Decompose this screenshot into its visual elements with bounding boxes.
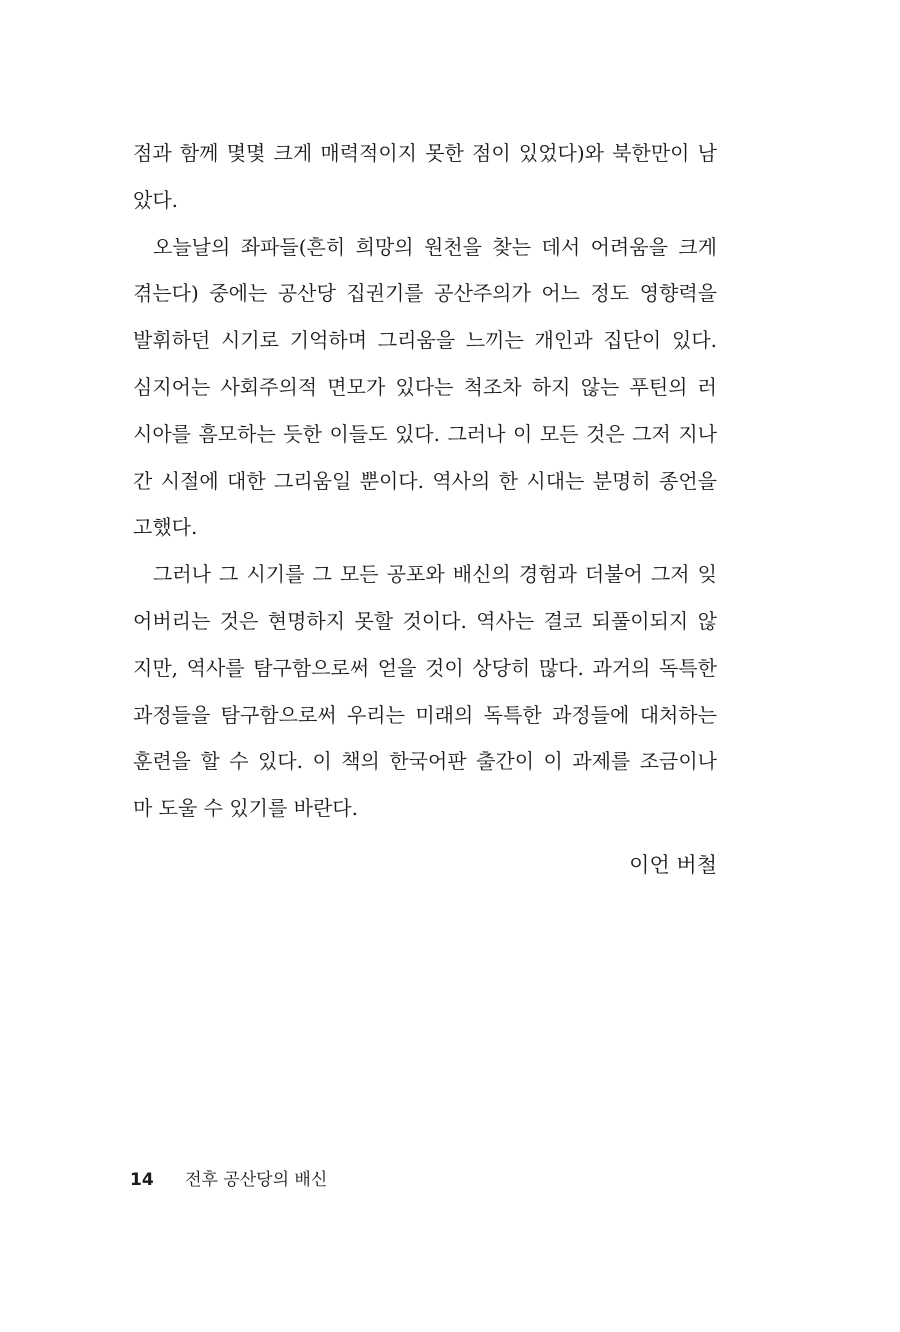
text-line: 심지어는 사회주의적 면모가 있다는 척조차 하지 않는 푸틴의 러 (133, 374, 717, 399)
text-line: 그러나 그 시기를 그 모든 공포와 배신의 경험과 더불어 그저 잊 (153, 562, 717, 587)
page-number: 14 (130, 1170, 154, 1190)
text-line: 과정들을 탐구함으로써 우리는 미래의 독특한 과정들에 대처하는 (133, 702, 717, 727)
text-line: 점과 함께 몇몇 크게 매력적이지 못한 점이 있었다)와 북한만이 남 (133, 141, 717, 165)
text-line: 고했다. (133, 515, 198, 540)
body-text (133, 130, 717, 832)
text-line: 시아를 흠모하는 듯한 이들도 있다. 그러나 이 모든 것은 그저 지나 (133, 421, 717, 446)
text-line: 훈련을 할 수 있다. 이 책의 한국어판 출간이 이 과제를 조금이나 (133, 749, 717, 774)
text-line: 지만, 역사를 탐구함으로써 얻을 것이 상당히 많다. 과거의 독특한 (133, 655, 717, 680)
text-line: 발휘하던 시기로 기억하며 그리움을 느끼는 개인과 집단이 있다. (133, 328, 717, 353)
author-signature: 이언 버철 (629, 853, 717, 877)
text-line: 았다. (133, 187, 178, 212)
text-line: 겪는다) 중에는 공산당 집권기를 공산주의가 어느 정도 영향력을 (133, 281, 717, 306)
text-line: 어버리는 것은 현명하지 못할 것이다. 역사는 결코 되풀이되지 않 (133, 608, 717, 633)
page-footer (130, 1168, 327, 1192)
text-line: 간 시절에 대한 그리움일 뿐이다. 역사의 한 시대는 분명히 종언을 (133, 468, 717, 493)
text-line: 마 도울 수 있기를 바란다. (133, 796, 358, 821)
running-title: 전후 공산당의 배신 (185, 1170, 328, 1190)
text-line: 오늘날의 좌파들(흔히 희망의 원천을 찾는 데서 어려움을 크게 (153, 234, 717, 259)
